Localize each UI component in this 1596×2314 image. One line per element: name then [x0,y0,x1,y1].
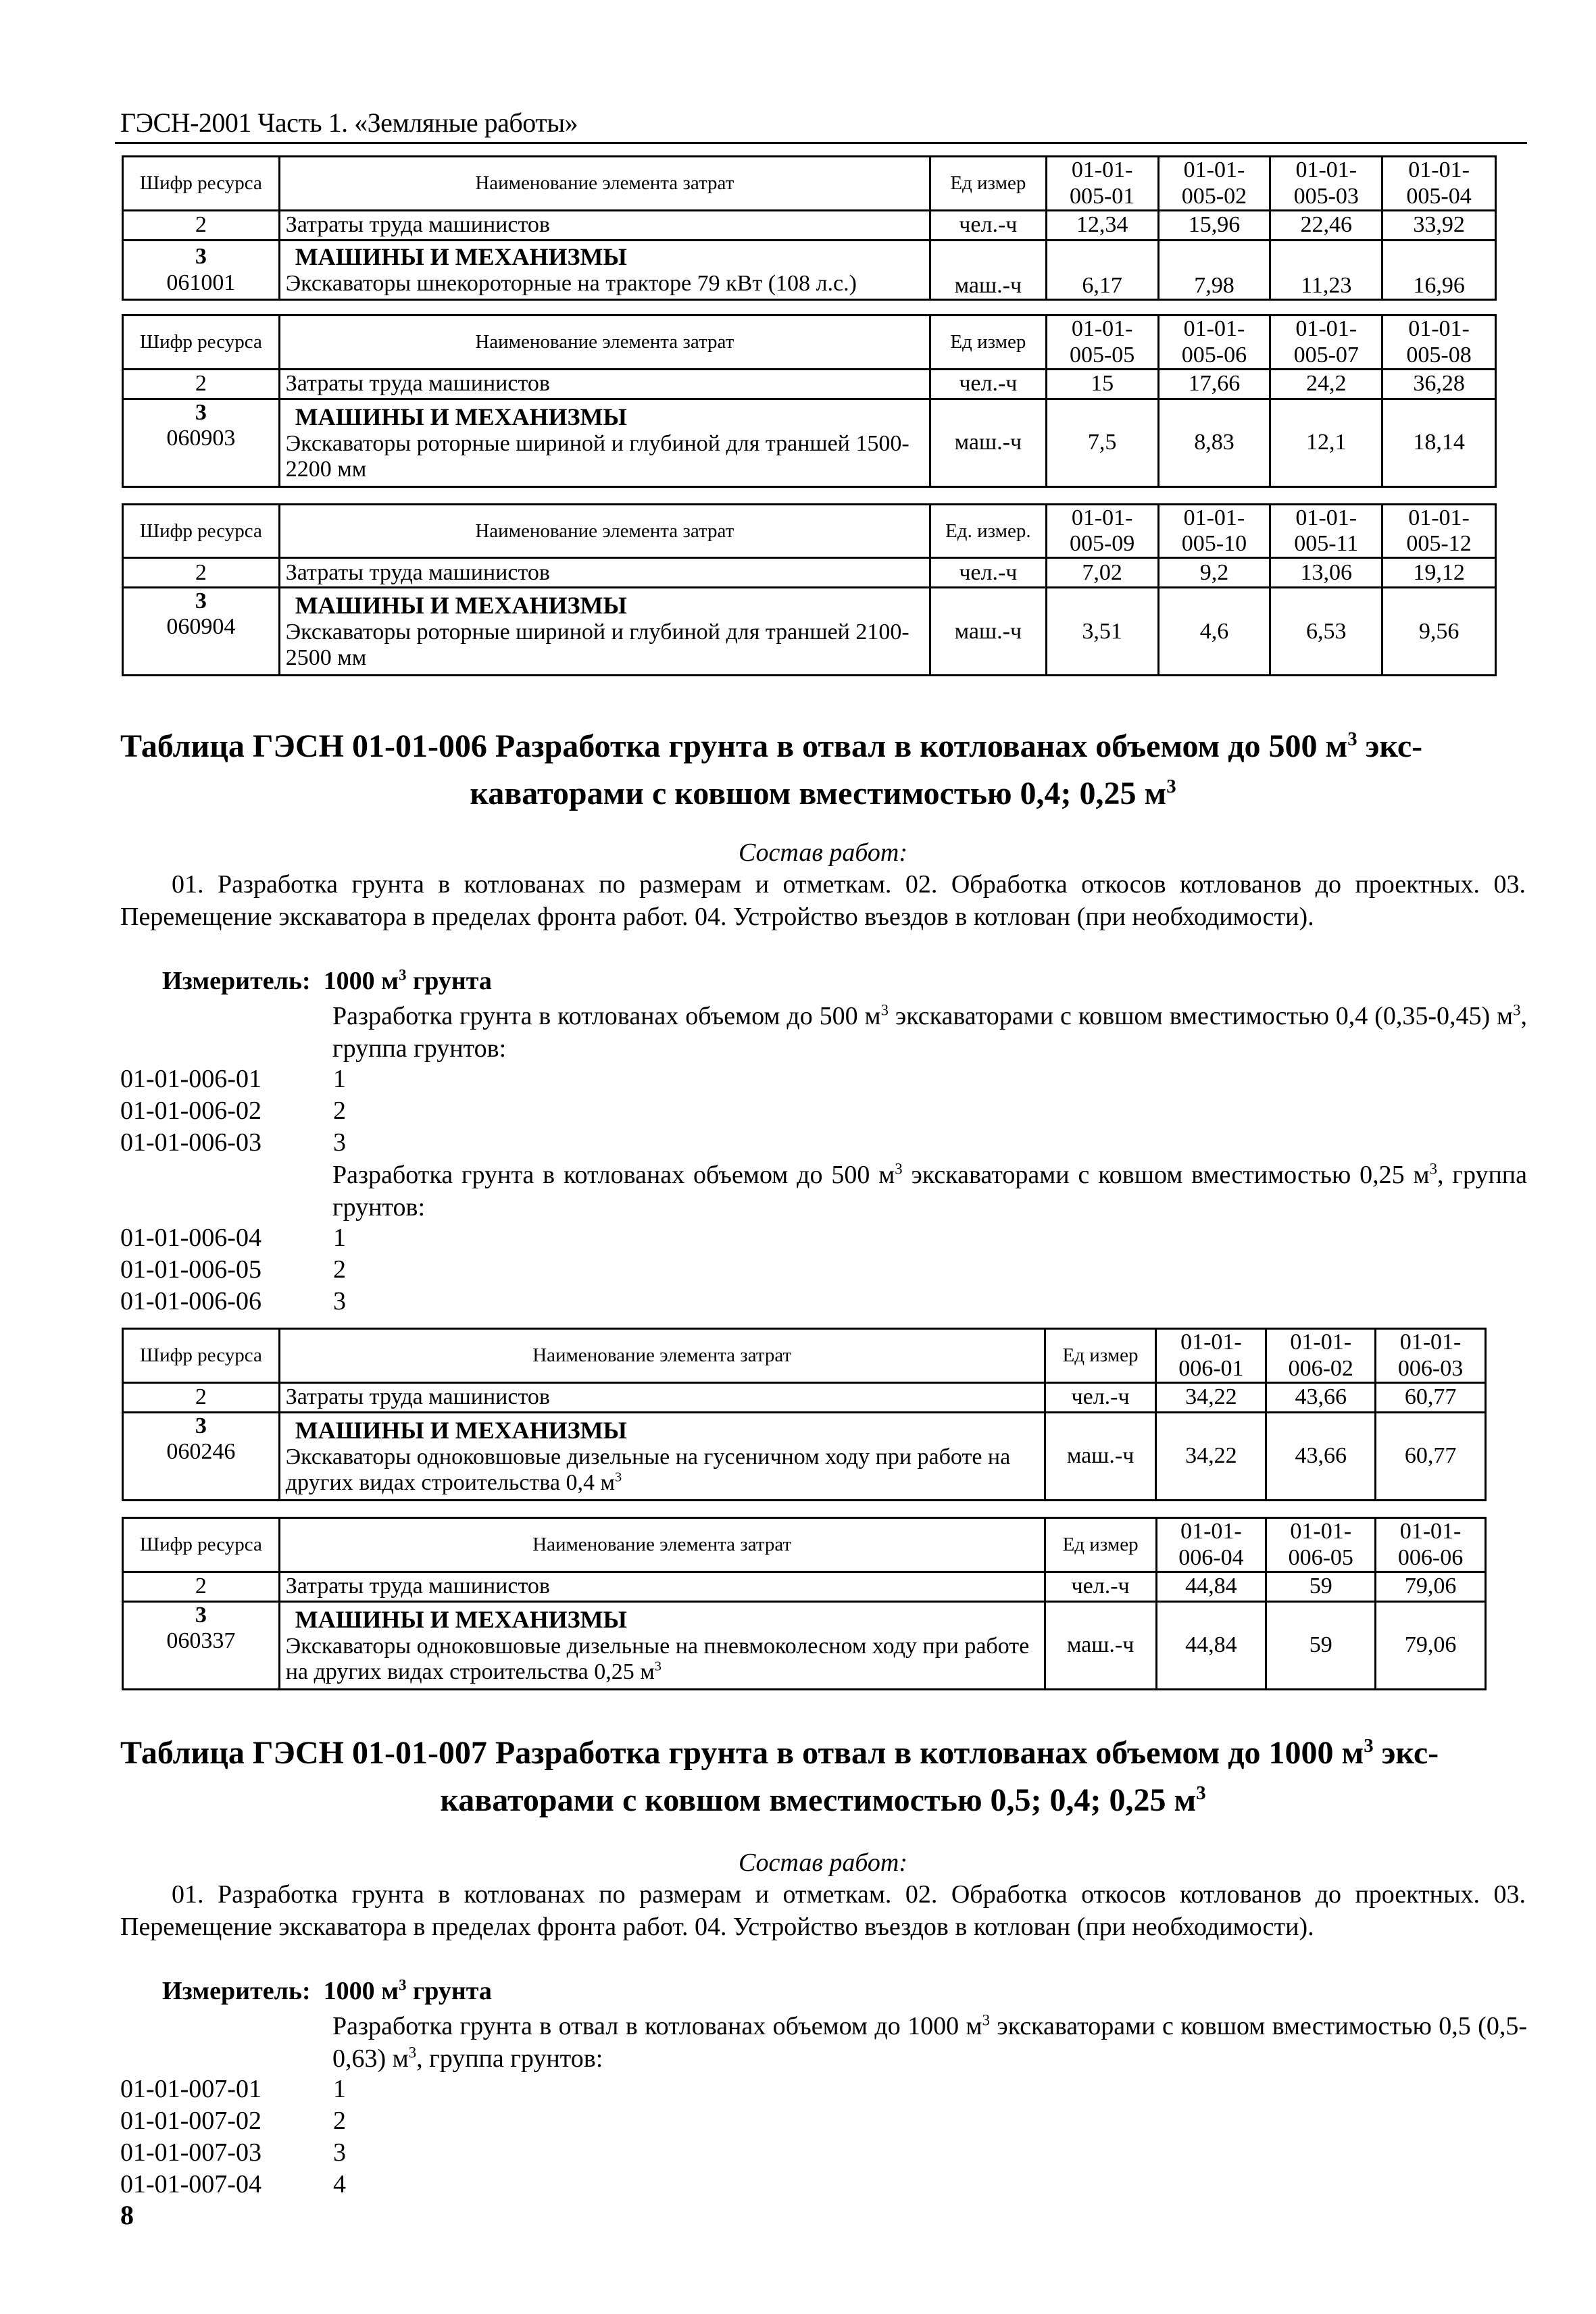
norm-code-row: 01-01-007-03 3 [120,2138,346,2167]
running-title: ГЭСН-2001 Часть 1. «Земляные работы» [120,107,578,138]
norm-code-row: 01-01-007-04 4 [120,2170,346,2198]
table-row: 2 Затраты труда машинистов чел.-ч 34,22 43,66 60,77 [123,1383,1486,1413]
header-norm-code: 01-01- 005-05 [1046,316,1158,370]
table-row: 3 060246 МАШИНЫ И МЕХАНИЗМЫ Экскаваторы одноковшовые дизельные на гусеничном ходу при работе на других видах строительства 0,4 $м^3$ маш.-ч 34,22 43,66 60,77 [123,1413,1486,1501]
work-composition-text: 01. Разработка грунта в котлованах по размерам и отметкам. 02. Обработка откосов котлованов до проектных. 03. Перемещение экскаватора в пределах фронта работ. 04. Устройство въездов в котлован (при необходимости). [120,870,1526,931]
norm-code-row: 01-01-007-02 2 [120,2107,346,2135]
header-rule [115,142,1527,144]
header-norm-code: 01-01- 005-02 [1158,157,1270,211]
work-composition-text: 01. Разработка грунта в котлованах по размерам и отметкам. 02. Обработка откосов котлованов до проектных. 03. Перемещение экскаватора в пределах фронта работ. 04. Устройство въездов в котлован (при необходимости). [120,1880,1526,1941]
norm-table-005-09-12 [122,503,1497,676]
header-norm-code: 01-01- 006-06 [1376,1518,1486,1572]
header-norm-code: 01-01- 005-06 [1158,316,1270,370]
norm-table-005-01-04 [122,155,1497,301]
norm-code-row: 01-01-006-02 2 [120,1097,346,1125]
header-unit: Ед измер [1045,1329,1156,1383]
table-row: 3 061001 МАШИНЫ И МЕХАНИЗМЫ Экскаваторы шнекороторные на тракторе 79 кВт (108 л.с.) маш.-ч 6,17 7,98 11,23 16,96 [123,241,1496,300]
norm-code-row: 01-01-006-05 2 [120,1255,346,1284]
measure-unit: Измеритель: 1000 $м^3$ грунта [162,966,492,995]
header-name: Наименование элемента затрат [279,157,930,211]
group-description: Разработка грунта в котлованах объемом до 500 $м^3$ экскаваторами с ковшом вместимостью 0,25 $м^3$, группа грунтов: [332,1160,1527,1222]
header-unit: Ед. измер. [930,505,1046,558]
table-row: 3 060903 МАШИНЫ И МЕХАНИЗМЫ Экскаваторы роторные шириной и глубиной для траншей 1500-2200 мм маш.-ч 7,5 8,83 12,1 18,14 [123,399,1496,487]
header-norm-code: 01-01- 005-03 [1270,157,1382,211]
table-row: 2 Затраты труда машинистов чел.-ч 44,84 59 79,06 [123,1572,1486,1602]
group-description: Разработка грунта в отвал в котлованах объемом до 1000 $м^3$ экскаваторами с ковшом вместимостью 0,5 (0,5-0,63) $м^3$, группа грунтов: [332,2011,1527,2073]
header-norm-code: 01-01- 006-04 [1156,1518,1266,1572]
norm-code-row: 01-01-006-04 1 [120,1224,346,1252]
header-unit: Ед измер [930,316,1046,370]
measure-unit: Измеритель: 1000 $м^3$ грунта [162,1976,492,2005]
header-norm-code: 01-01- 006-02 [1266,1329,1376,1383]
group-description: Разработка грунта в котлованах объемом до 500 $м^3$ экскаваторами с ковшом вместимостью 0,4 (0,35-0,45) $м^3$, группа грунтов: [332,1001,1528,1063]
norm-code-row: 01-01-006-01 1 [120,1065,346,1093]
table-title-006: Таблица ГЭСН 01-01-006 Разработка грунта в отвал в котлованах объемом до 500 $м^3$ экс- каваторами с ковшом вместимостью 0,4; 0,25 $м^3$ [120,728,1423,811]
header-code: Шифр ресурса [123,505,280,558]
table-row: 3 060904 МАШИНЫ И МЕХАНИЗМЫ Экскаваторы роторные шириной и глубиной для траншей 2100-2500 мм маш.-ч 3,51 4,6 6,53 9,56 [123,588,1496,676]
header-norm-code: 01-01- 005-09 [1046,505,1158,558]
header-norm-code: 01-01- 006-03 [1376,1329,1486,1383]
norm-table-005-05-08 [122,314,1497,488]
header-name: Наименование элемента затрат [279,1329,1045,1383]
table-row: 2 Затраты труда машинистов чел.-ч 15 17,66 24,2 36,28 [123,370,1496,399]
header-name: Наименование элемента затрат [279,316,930,370]
header-norm-code: 01-01- 006-01 [1156,1329,1266,1383]
header-norm-code: 01-01- 005-10 [1158,505,1270,558]
header-name: Наименование элемента затрат [279,505,930,558]
header-norm-code: 01-01- 006-05 [1266,1518,1376,1572]
table-row: 2 Затраты труда машинистов чел.-ч 7,02 9,2 13,06 19,12 [123,558,1496,588]
header-norm-code: 01-01- 005-08 [1382,316,1496,370]
norm-table-006-01-03 [122,1328,1487,1501]
page-number: 8 [120,2200,134,2230]
header-code: Шифр ресурса [123,1329,280,1383]
header-unit: Ед измер [1045,1518,1156,1572]
header-norm-code: 01-01- 005-12 [1382,505,1496,558]
header-code: Шифр ресурса [123,157,280,211]
table-row: 3 060337 МАШИНЫ И МЕХАНИЗМЫ Экскаваторы одноковшовые дизельные на пневмоколесном ходу при работе на других видах строительства 0,25 $м^3$ маш.-ч 44,84 59 79,06 [123,1602,1486,1690]
work-composition-heading: Состав работ: [738,1848,908,1877]
work-composition-heading: Состав работ: [738,838,908,867]
header-unit: Ед измер [930,157,1046,211]
table-row: 2 Затраты труда машинистов чел.-ч 12,34 15,96 22,46 33,92 [123,211,1496,241]
table-title-007: Таблица ГЭСН 01-01-007 Разработка грунта в отвал в котлованах объемом до 1000 $м^3$ экс- каваторами с ковшом вместимостью 0,5; 0,4; 0,25 $м^3$ [120,1735,1439,1818]
header-norm-code: 01-01- 005-07 [1270,316,1382,370]
header-code: Шифр ресурса [123,316,280,370]
header-norm-code: 01-01- 005-01 [1046,157,1158,211]
norm-code-row: 01-01-006-03 3 [120,1128,346,1157]
header-norm-code: 01-01- 005-11 [1270,505,1382,558]
header-code: Шифр ресурса [123,1518,280,1572]
header-name: Наименование элемента затрат [279,1518,1045,1572]
norm-code-row: 01-01-007-01 1 [120,2075,346,2103]
header-norm-code: 01-01- 005-04 [1382,157,1496,211]
norm-code-row: 01-01-006-06 3 [120,1287,346,1315]
norm-table-006-04-06 [122,1517,1487,1690]
